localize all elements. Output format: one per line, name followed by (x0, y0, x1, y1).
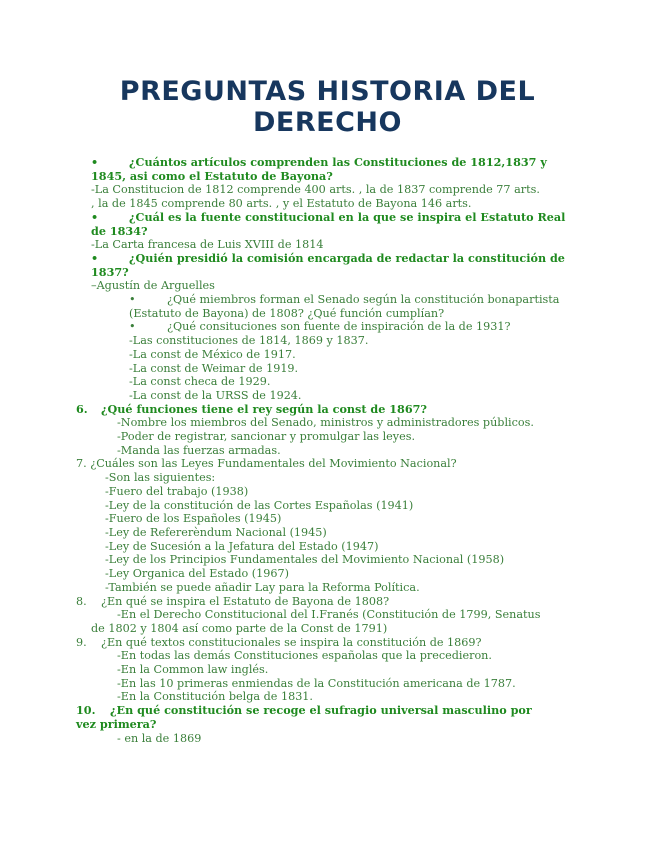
bullet-icon: • (91, 209, 99, 224)
answer-7-item: -Ley de Sucesión a la Jefatura del Estado (1947) (105, 539, 379, 553)
question-4: • ¿Qué miembros forman el Senado según la constitución bonapartista (Estatuto de Bayona) de 1808? ¿Qué función cumplían? (129, 293, 560, 320)
answer-5-item: -La const de México de 1917. (129, 347, 296, 361)
question-list (76, 156, 576, 745)
question-1: • ¿Cuántos artículos comprenden las Constituciones de 1812,1837 y 1845, asi como el Estatuto de Bayona? (91, 155, 547, 183)
bullet-icon: • (91, 250, 99, 265)
answer-7-item: -Ley de la constitución de las Cortes Españolas (1941) (105, 498, 414, 512)
question-8: 8. ¿En qué se inspira el Estatuto de Bayona de 1808? (76, 594, 390, 608)
title-line-2: DERECHO (253, 107, 402, 138)
answer-9-item: -En las 10 primeras enmiendas de la Constitución americana de 1787. (117, 676, 516, 690)
answer-1-line-1: -La Constitucion de 1812 comprende 400 arts. , la de 1837 comprende 77 arts. (91, 183, 540, 197)
answer-7-item: -Fuero del trabajo (1938) (105, 484, 249, 498)
question-10-line-2: vez primera? (76, 716, 157, 731)
question-7: 7. ¿Cuáles son las Leyes Fundamentales del Movimiento Nacional? (76, 457, 457, 471)
answer-9-item: -En la Common law inglés. (117, 663, 269, 677)
answer-7-item: -Ley de Refererèndum Nacional (1945) (105, 525, 327, 539)
question-9: 9. ¿En qué textos constitucionales se inspira la constitución de 1869? (76, 635, 482, 649)
answer-7-item: -Ley Organica del Estado (1967) (105, 567, 289, 581)
answer-5-item: -La const checa de 1929. (129, 375, 271, 389)
answer-1-line-2: , la de 1845 comprende 80 arts. , y el Estatuto de Bayona 146 arts. (91, 197, 472, 211)
answer-5-item: -Las constituciones de 1814, 1869 y 1837. (129, 334, 369, 348)
answer-9-item: -En todas las demás Constituciones españolas que la precedieron. (117, 649, 492, 663)
answer-9-item: -En la Constitución belga de 1831. (117, 690, 313, 704)
answer-3: –Agustín de Arguelles (91, 279, 215, 293)
answer-8-line-1: -En el Derecho Constitucional del I.Franés (Constitución de 1799, Senatus (117, 608, 541, 622)
answer-8-line-2: de 1802 y 1804 así como parte de la Const de 1791) (91, 621, 388, 635)
answer-5-item: -La const de Weimar de 1919. (129, 361, 299, 375)
question-3: • ¿Quién presidió la comisión encargada de redactar la constitución de 1837? (91, 250, 565, 279)
answer-10: - en la de 1869 (117, 731, 202, 745)
question-5: • ¿Qué consituciones son fuente de inspiración de la de 1931? (129, 320, 511, 334)
page-title (0, 76, 655, 138)
question-2: • ¿Cuál es la fuente constitucional en la que se inspira el Estatuto Real de 1834? (91, 209, 566, 238)
bullet-icon: • (129, 293, 136, 307)
answer-6-item: -Nombre los miembros del Senado, ministros y administradores públicos. (117, 416, 534, 430)
answer-2: -La Carta francesa de Luis XVIII de 1814 (91, 238, 324, 252)
answer-7-item: -Fuero de los Españoles (1945) (105, 512, 282, 526)
answer-7-item: -Son las siguientes: (105, 471, 216, 485)
bullet-icon: • (91, 155, 99, 169)
answer-7-item: -También se puede añadir Lay para la Reforma Política. (105, 580, 420, 594)
answer-6-item: -Poder de registrar, sancionar y promulgar las leyes. (117, 430, 416, 444)
bullet-icon: • (129, 320, 136, 334)
answer-6-item: -Manda las fuerzas armadas. (117, 443, 281, 457)
answer-7-item: -Ley de los Principios Fundamentales del Movimiento Nacional (1958) (105, 553, 505, 567)
title-line-1: PREGUNTAS HISTORIA DEL (119, 76, 536, 107)
answer-5-item: -La const de la URSS de 1924. (129, 388, 302, 402)
question-10: 10. ¿En qué constitución se recoge el sufragio universal masculino por (76, 703, 532, 718)
question-6: 6. ¿Qué funciones tiene el rey según la const de 1867? (76, 401, 427, 416)
